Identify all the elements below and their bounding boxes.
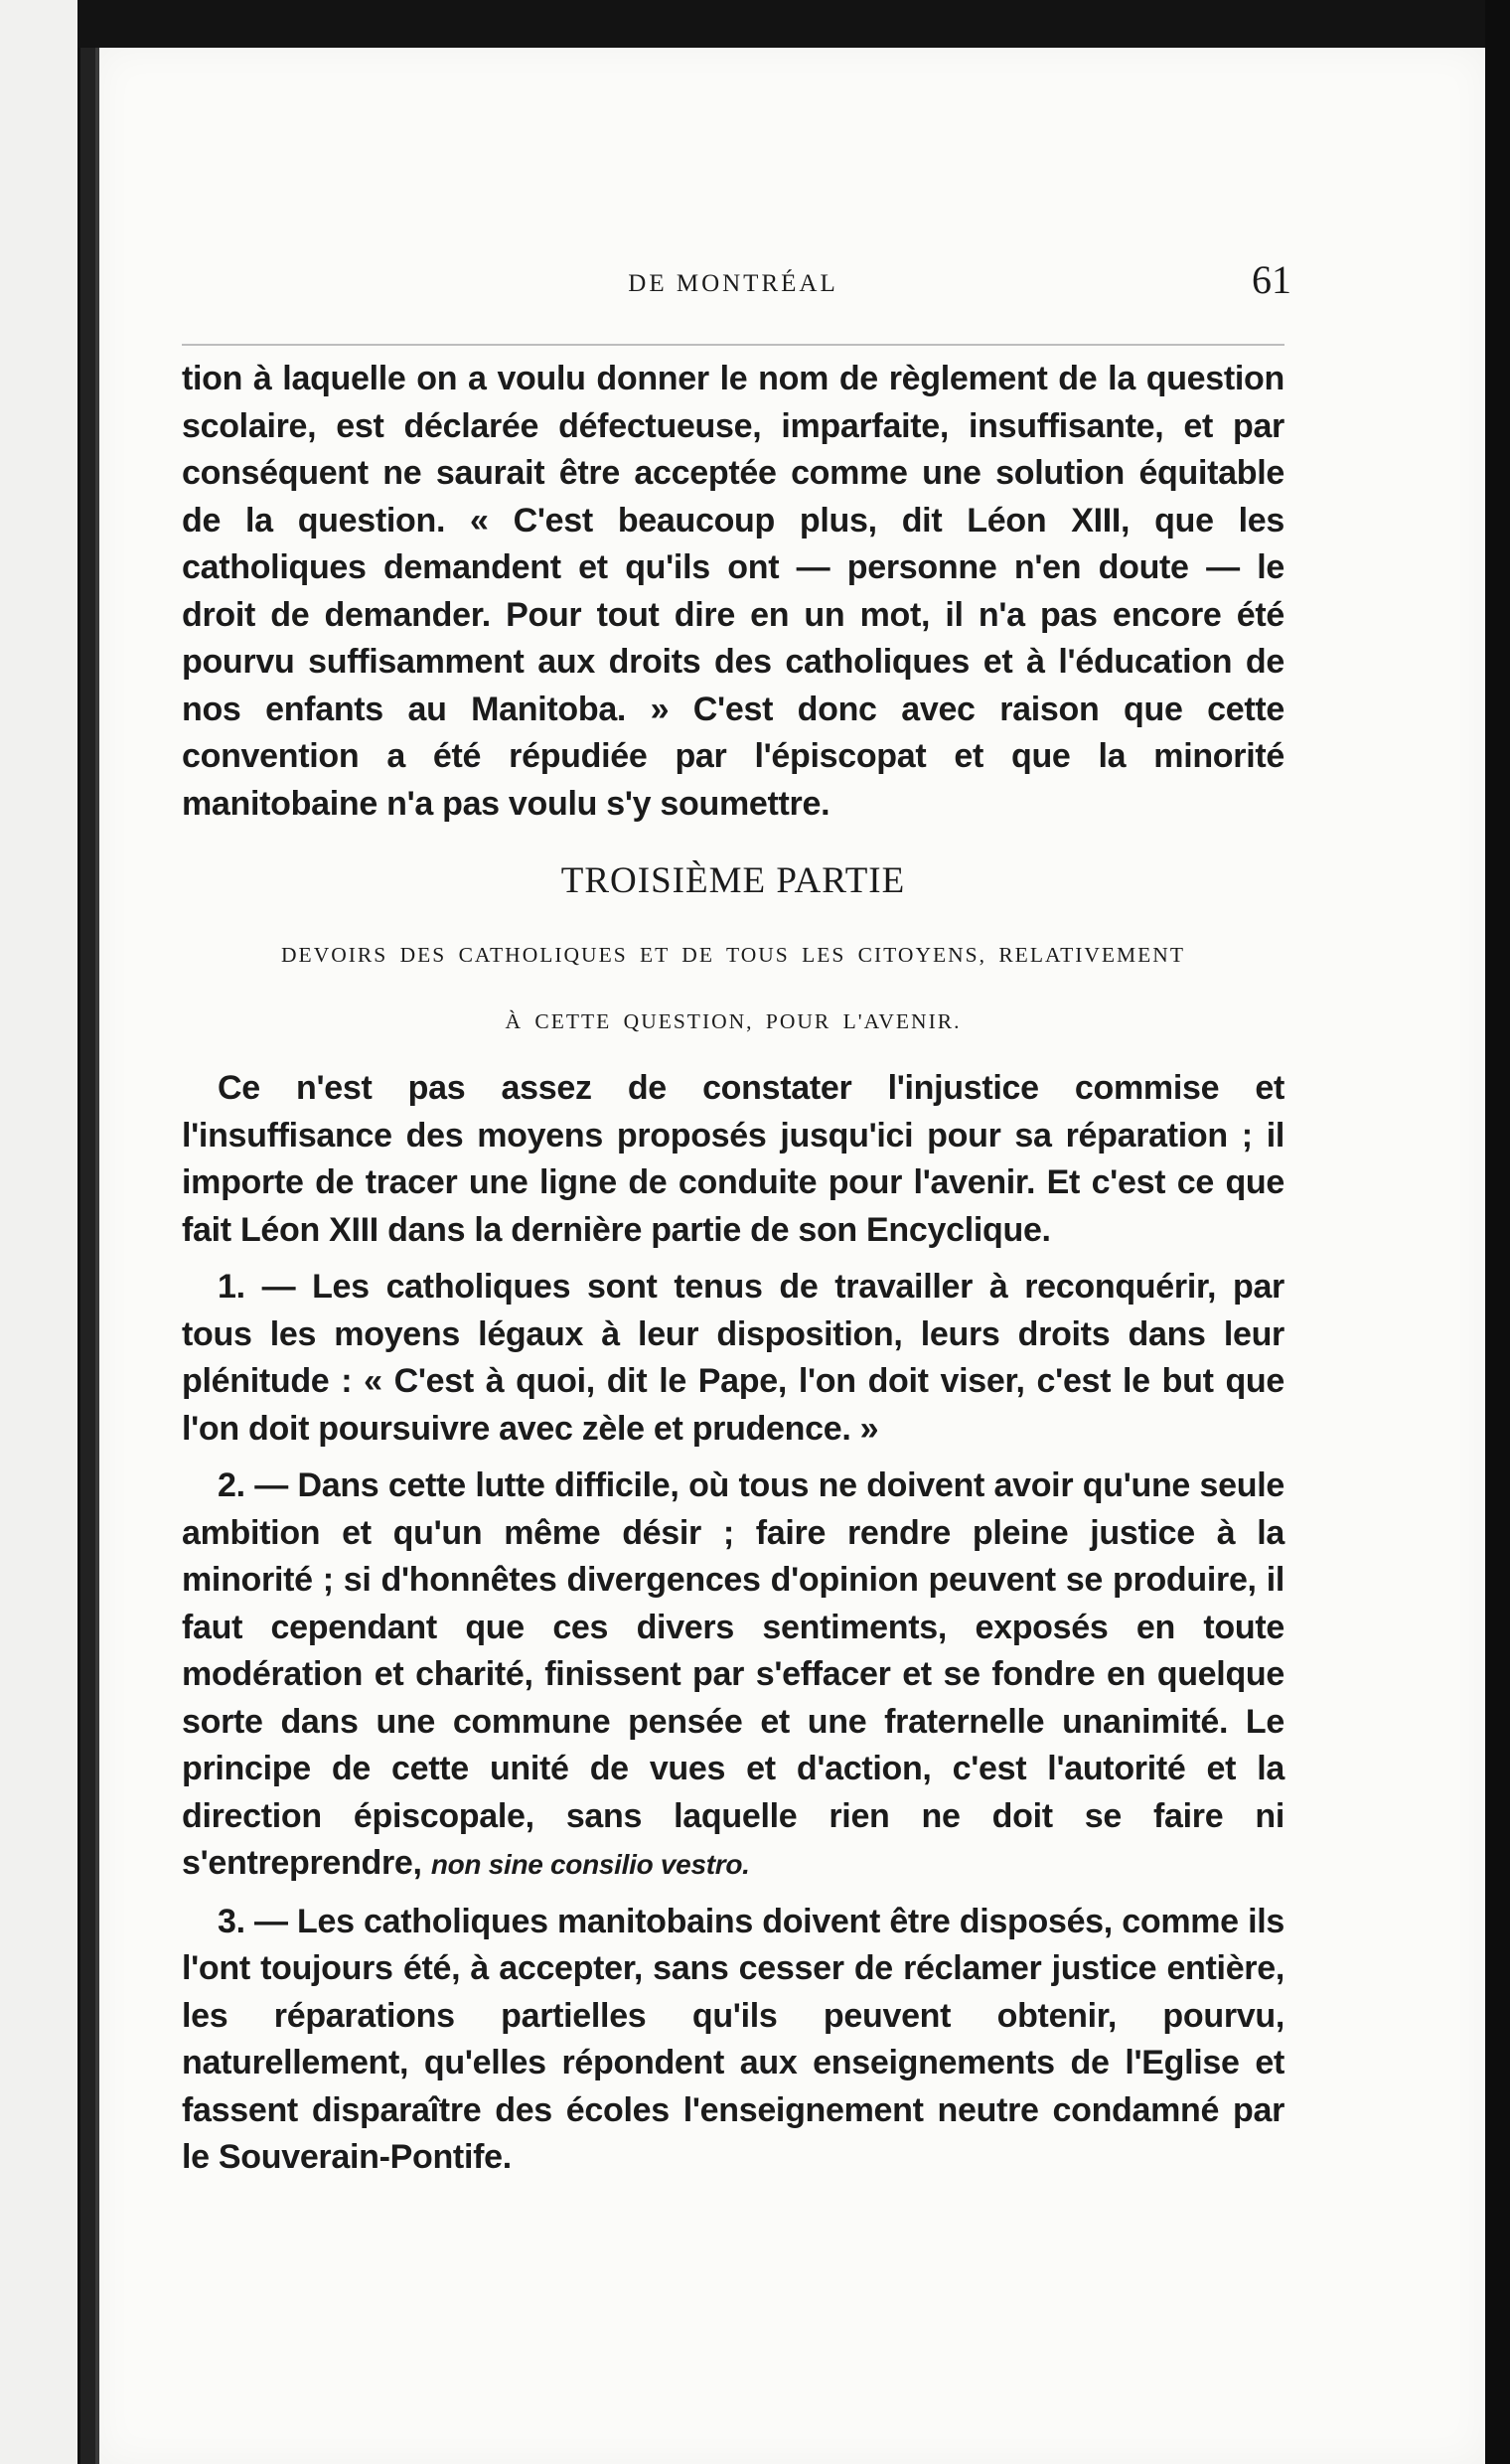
paragraph-intro: Ce n'est pas assez de constater l'injustice commise et l'insuffisance des moyens proposés jusqu'ici pour sa réparation ; il importe de tracer une ligne de conduite pour l'avenir. Et c'est ce que fait Léon XIII dans la dernière partie de son Encyclique. [182,1069,1284,1249]
running-head [182,256,1291,316]
paragraph-continued: tion à laquelle on a voulu donner le nom de règlement de la question scolaire, est déclarée défectueuse, imparfaite, insuffisante, et par conséquent ne saurait être acceptée comme une solution équitable de la question. « C'est beaucoup plus, dit Léon XIII, que les catholiques demandent et qu'ils ont — personne n'en doute — le droit de demander. Pour tout dire en un mot, il n'a pas encore été pourvu suffisamment aux droits des catholiques et à l'éducation de nos enfants au Manitoba. » C'est donc avec raison que cette convention a été répudiée par l'épiscopat et que la minorité manitobaine n'a pas voulu s'y soumettre. [182,360,1284,823]
section-subtitle-line2: À CETTE QUESTION, POUR L'AVENIR. [505,1009,962,1033]
page-text-column [182,256,1291,2182]
latin-phrase: non sine consilio vestro. [430,1849,750,1880]
section-subtitle [182,922,1284,1055]
paragraph-point-2 [182,1463,1284,1889]
scan-background-right [1485,0,1510,2464]
section-title: TROISIÈME PARTIE [560,860,906,901]
running-head-title: DE MONTRÉAL [628,270,838,297]
previous-page-edge [0,0,80,2464]
page-number: 61 [1252,257,1291,302]
section-subtitle-line1: DEVOIRS DES CATHOLIQUES ET DE TOUS LES CITOYENS, RELATIVEMENT [281,943,1185,967]
scan-background-top [77,0,1485,48]
header-rule [182,344,1284,346]
paragraph-point-1: 1. — Les catholiques sont tenus de travailler à reconquérir, par tous les moyens légaux à leur disposition, leurs droits dans leur plénitude : « C'est à quoi, dit le Pape, l'on doit viser, c'est le but que l'on doit poursuivre avec zèle et prudence. » [182,1268,1284,1448]
paragraph-point-2-text: 2. — Dans cette lutte difficile, où tous ne doivent avoir qu'une seule ambition et qu'un même désir ; faire rendre pleine justice à la minorité ; si d'honnêtes divergences d'opinion peuvent se produire, il faut cependant que ces divers sentiments, exposés en toute modération et charité, finissent par s'effacer et se fondre en quelque sorte dans une commune pensée et une fraternelle unanimité. Le principe de cette unité de vues et d'action, c'est l'autorité et la direction épiscopale, sans laquelle rien ne doit se faire ni s'entreprendre, [182,1466,1284,1882]
paragraph-point-3: 3. — Les catholiques manitobains doivent être disposés, comme ils l'ont toujours été, à accepter, sans cesser de réclamer justice entière, les réparations partielles qu'ils peuvent obtenir, pourvu, naturellement, qu'elles répondent aux enseignements de l'Eglise et fassent disparaître des écoles l'enseignement neutre condamné par le Souverain-Pontife. [182,1902,1284,2176]
